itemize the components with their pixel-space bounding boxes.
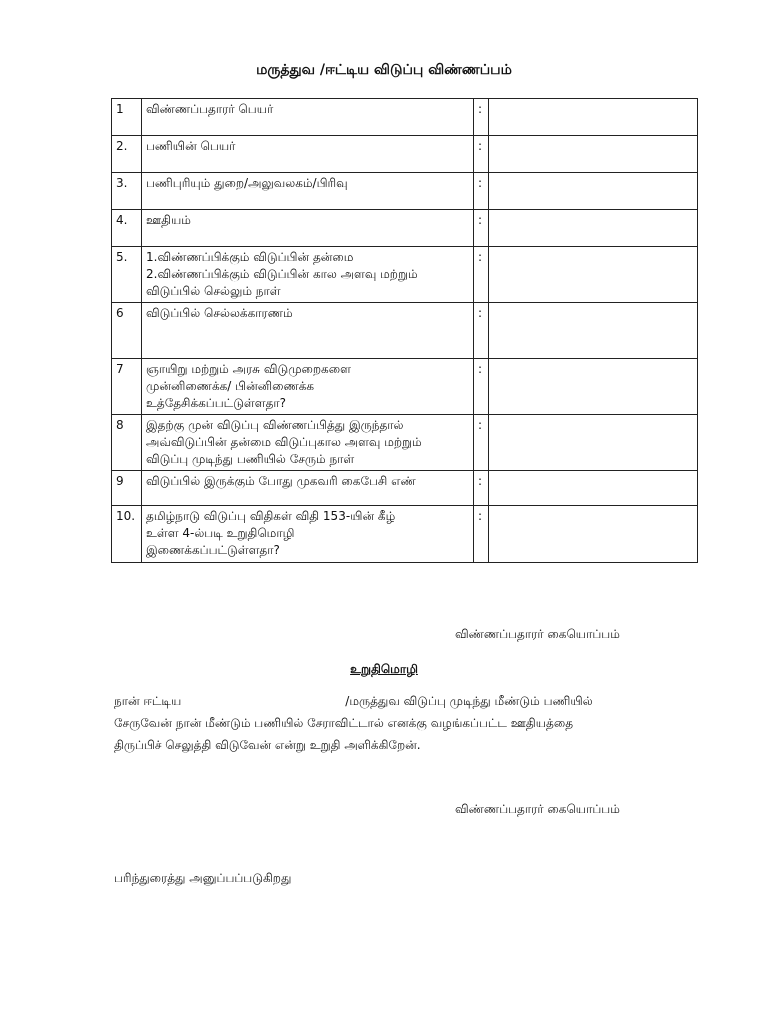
form-row bbox=[112, 173, 698, 210]
undertaking-line: சேருவேன் நான் மீண்டும் பணியில் சேராவிட்டால் எனக்கு வழங்கப்பட்ட ஊதியத்தை bbox=[114, 716, 574, 730]
row-label bbox=[142, 506, 474, 563]
undertaking-line-start: நான் ஈட்டிய bbox=[114, 694, 182, 708]
row-label-line: பணியின் பெயர் bbox=[146, 139, 236, 153]
row-label-line: ஞாயிறு மற்றும் அரசு விடுமுறைகளை bbox=[146, 362, 351, 376]
row-colon: : bbox=[474, 173, 489, 210]
row-number: 10. bbox=[112, 506, 142, 563]
undertaking-line bbox=[114, 690, 654, 712]
row-number: 6 bbox=[112, 303, 142, 359]
row-value-cell[interactable] bbox=[489, 210, 698, 247]
row-number: 9 bbox=[112, 471, 142, 506]
row-label bbox=[142, 173, 474, 210]
form-row bbox=[112, 471, 698, 506]
row-label-line: விடுப்பு முடிந்து பணியில் சேரும் நாள் bbox=[146, 452, 355, 466]
row-label-line: அவ்விடுப்பின் தன்மை விடுப்புகால அளவு மற்றும் bbox=[146, 435, 422, 449]
form-row bbox=[112, 99, 698, 136]
form-row bbox=[112, 247, 698, 303]
row-label-line: இணைக்கப்பட்டுள்ளதா? bbox=[146, 543, 280, 557]
row-value-cell[interactable] bbox=[489, 471, 698, 506]
row-value-cell[interactable] bbox=[489, 247, 698, 303]
row-label bbox=[142, 210, 474, 247]
row-number: 4. bbox=[112, 210, 142, 247]
row-label-line: பணிபுரியும் துறை/அலுவலகம்/பிரிவு bbox=[146, 176, 348, 190]
row-number: 3. bbox=[112, 173, 142, 210]
form-row bbox=[112, 136, 698, 173]
row-value-cell[interactable] bbox=[489, 359, 698, 415]
row-label-line: விண்ணப்பதாரர் பெயர் bbox=[146, 102, 274, 116]
form-row bbox=[112, 303, 698, 359]
row-colon: : bbox=[474, 359, 489, 415]
row-label bbox=[142, 136, 474, 173]
row-value-cell[interactable] bbox=[489, 303, 698, 359]
row-value-cell[interactable] bbox=[489, 506, 698, 563]
leave-application-table bbox=[111, 98, 698, 563]
undertaking-line-end: /மருத்துவ விடுப்பு முடிந்து மீண்டும் பணியில் bbox=[345, 694, 593, 708]
undertaking-line: திருப்பிச் செலுத்தி விடுவேன் என்று உறுதி அளிக்கிறேன். bbox=[114, 738, 421, 752]
form-row bbox=[112, 210, 698, 247]
forwarded-remark: பரிந்துரைத்து அனுப்பப்படுகிறது bbox=[114, 871, 292, 885]
undertaking-paragraph bbox=[114, 690, 654, 756]
row-label bbox=[142, 415, 474, 471]
row-label bbox=[142, 99, 474, 136]
undertaking-heading: உறுதிமொழி bbox=[350, 662, 418, 676]
row-number: 7 bbox=[112, 359, 142, 415]
row-label-line: விடுப்பில் செல்லும் நாள் bbox=[146, 284, 281, 298]
row-label-line: தமிழ்நாடு விடுப்பு விதிகள் விதி 153-யின் கீழ் bbox=[146, 509, 396, 523]
row-label-line: ஊதியம் bbox=[146, 213, 191, 227]
row-label-line: உள்ள 4-ல்படி உறுதிமொழி bbox=[146, 526, 295, 540]
row-value-cell[interactable] bbox=[489, 99, 698, 136]
form-row bbox=[112, 506, 698, 563]
row-label-line: இதற்கு முன் விடுப்பு விண்ணப்பித்து இருந்தால் bbox=[146, 418, 404, 432]
row-label bbox=[142, 303, 474, 359]
row-number: 8 bbox=[112, 415, 142, 471]
row-number: 5. bbox=[112, 247, 142, 303]
row-colon: : bbox=[474, 210, 489, 247]
row-colon: : bbox=[474, 471, 489, 506]
row-value-cell[interactable] bbox=[489, 173, 698, 210]
applicant-signature-label-2: விண்ணப்பதாரர் கையொப்பம் bbox=[455, 802, 620, 816]
row-label-line: விடுப்பில் இருக்கும் போது முகவரி கைபேசி எண் bbox=[146, 474, 416, 488]
form-row bbox=[112, 359, 698, 415]
row-number: 1 bbox=[112, 99, 142, 136]
applicant-signature-label: விண்ணப்பதாரர் கையொப்பம் bbox=[455, 627, 620, 641]
row-colon: : bbox=[474, 303, 489, 359]
row-label-line: உத்தேசிக்கப்பட்டுள்ளதா? bbox=[146, 396, 287, 410]
form-title: மருத்துவ /ஈட்டிய விடுப்பு விண்ணப்பம் bbox=[256, 62, 512, 78]
row-label-line: விடுப்பில் செல்லக்காரணம் bbox=[146, 306, 293, 320]
row-colon: : bbox=[474, 506, 489, 563]
form-row bbox=[112, 415, 698, 471]
row-colon: : bbox=[474, 247, 489, 303]
row-label bbox=[142, 247, 474, 303]
row-label-line: 1.விண்ணப்பிக்கும் விடுப்பின் தன்மை bbox=[146, 250, 354, 264]
row-colon: : bbox=[474, 99, 489, 136]
row-label-line: 2.விண்ணப்பிக்கும் விடுப்பின் கால அளவு மற்றும் bbox=[146, 267, 418, 281]
row-value-cell[interactable] bbox=[489, 415, 698, 471]
row-label bbox=[142, 471, 474, 506]
row-colon: : bbox=[474, 415, 489, 471]
row-value-cell[interactable] bbox=[489, 136, 698, 173]
row-number: 2. bbox=[112, 136, 142, 173]
row-label-line: முன்னிணைக்க/ பின்னிணைக்க bbox=[146, 379, 315, 393]
row-label bbox=[142, 359, 474, 415]
row-colon: : bbox=[474, 136, 489, 173]
